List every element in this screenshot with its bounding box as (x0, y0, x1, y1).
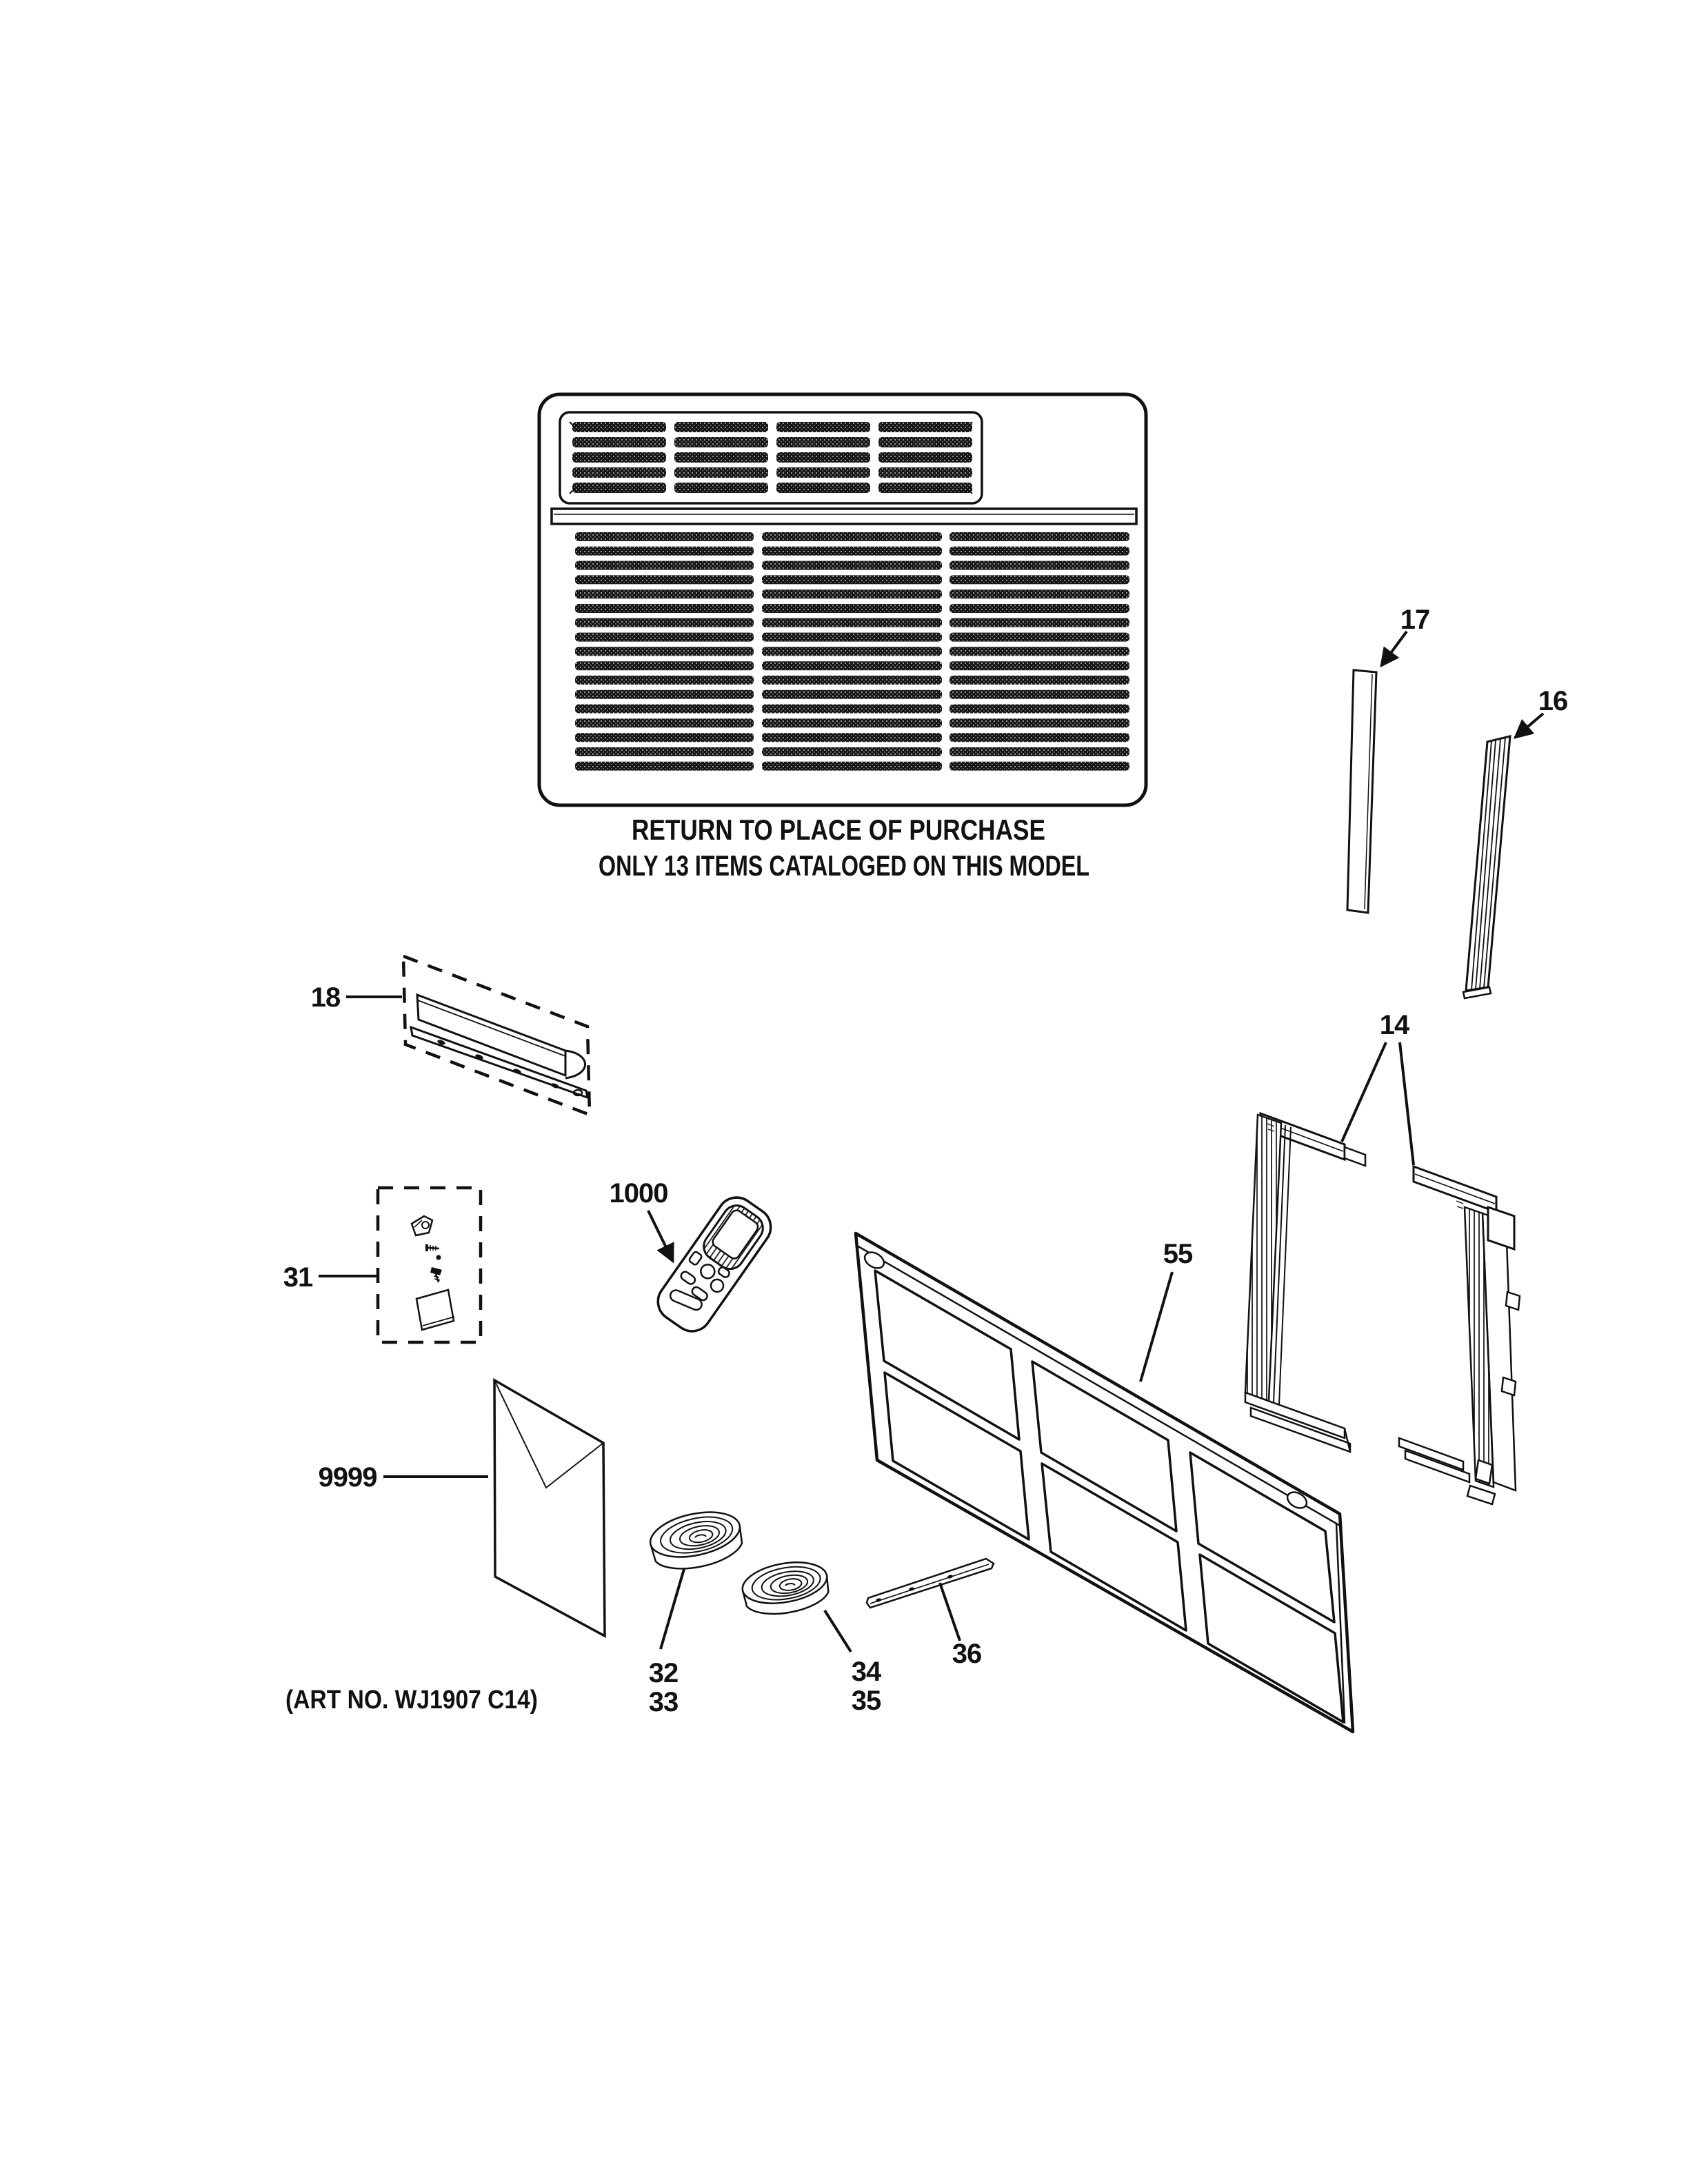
label-18: 18 (310, 982, 341, 1013)
louver-slat (575, 676, 754, 685)
louver-slat (674, 483, 768, 493)
part-31-hardware-kit (283, 1188, 481, 1342)
part-9999-envelope (319, 1380, 605, 1636)
leader-36 (940, 1583, 960, 1641)
louver-slat (950, 718, 1129, 727)
leader-14-right (1400, 1042, 1414, 1165)
louver-slat (674, 437, 768, 447)
louver-slat (575, 747, 754, 756)
louver-slat (776, 483, 870, 493)
kit-plate (416, 1290, 454, 1330)
louver-slat (950, 676, 1129, 685)
label-14: 14 (1379, 1010, 1409, 1040)
louver-slat (762, 733, 942, 742)
louver-slat (674, 452, 768, 463)
louver-slat (950, 633, 1129, 642)
right-frame-top-rail-line (1415, 1174, 1495, 1204)
curtain-frame-left (1245, 1113, 1365, 1452)
louver-slat (950, 733, 1129, 742)
right-frame-clip-1 (1506, 1292, 1520, 1310)
louver-slat (762, 618, 942, 627)
louver-slat (575, 561, 754, 570)
louver-slat (878, 437, 972, 447)
louver-slat (762, 604, 942, 613)
catalog-notice (599, 813, 1089, 882)
right-frame-bottom-clip (1476, 1460, 1492, 1484)
part-55-air-filter (856, 1233, 1353, 1732)
louver-slat (950, 589, 1129, 598)
louver-slat (762, 647, 942, 656)
louver-slat (762, 718, 942, 727)
kit-screw-vertical (430, 1267, 442, 1282)
leader-1000 (648, 1211, 673, 1262)
label-36: 36 (952, 1639, 982, 1669)
louver-slat (776, 437, 870, 447)
leader-55 (1141, 1272, 1172, 1382)
louver-slat (575, 762, 754, 771)
part-34-35-foam-seal (739, 1557, 882, 1716)
seal-strip-17-body (1347, 670, 1376, 913)
louver-slat (575, 575, 754, 584)
louver-slat (950, 762, 1129, 771)
kit-screw-horizontal (425, 1244, 439, 1251)
louver-slat (950, 547, 1129, 556)
label-34: 34 (851, 1657, 881, 1687)
left-frame-end-tab (1345, 1147, 1365, 1166)
louver-slat (776, 452, 870, 463)
remote-body (650, 1190, 778, 1339)
louver-slat (950, 618, 1129, 627)
louver-slat (575, 589, 754, 598)
louver-slat (762, 589, 942, 598)
louver-slat (575, 604, 754, 613)
main-louver-grid (575, 532, 1129, 771)
leader-34-35 (825, 1610, 851, 1652)
right-frame-clip-2 (1502, 1377, 1516, 1395)
part-1000-remote-control (610, 1178, 778, 1339)
label-9999: 9999 (318, 1462, 377, 1493)
part-14-curtain-frames (1245, 1010, 1520, 1504)
notice-line-1: RETURN TO PLACE OF PURCHASE (632, 813, 1045, 846)
leader-32-33 (661, 1569, 684, 1649)
louver-slat (950, 690, 1129, 699)
louver-slat (950, 647, 1129, 656)
strip-36-inner-line (870, 1564, 989, 1604)
leader-17 (1381, 631, 1407, 666)
leader-14-left (1342, 1042, 1386, 1142)
louver-slat (762, 633, 942, 642)
louver-slat (762, 561, 942, 570)
louver-slat (762, 676, 942, 685)
louver-slat (762, 690, 942, 699)
louver-slat (950, 575, 1129, 584)
left-frame-inner-line-2 (1279, 1127, 1291, 1404)
louver-slat (762, 705, 942, 714)
louver-slat (878, 483, 972, 493)
louver-slat (776, 422, 870, 432)
louver-slat (572, 452, 666, 463)
part-17-seal-strip (1347, 605, 1429, 913)
louver-slat (575, 690, 754, 699)
part-32-33-foam-seal (646, 1505, 746, 1717)
label-55: 55 (1163, 1239, 1193, 1269)
louver-slat (575, 733, 754, 742)
louver-slat (674, 467, 768, 478)
label-33: 33 (648, 1687, 679, 1717)
label-16: 16 (1538, 686, 1568, 716)
grille-divider-bar (552, 509, 1136, 524)
kit-clamp-bracket (412, 1216, 432, 1235)
rail-18-end-hook (565, 1051, 585, 1078)
curtain-frame-right (1399, 1166, 1520, 1504)
louver-slat (878, 452, 972, 463)
louver-slat (575, 633, 754, 642)
right-frame-marking (1456, 1201, 1463, 1209)
curtain-strip-16-body (1466, 736, 1510, 991)
louver-slat (674, 422, 768, 432)
envelope-body (494, 1380, 605, 1636)
louver-slat (878, 422, 972, 432)
louver-slat (762, 762, 942, 771)
louver-slat (950, 661, 1129, 670)
louver-slat (762, 575, 942, 584)
louver-slat (572, 467, 666, 478)
notice-line-2: ONLY 13 ITEMS CATALOGED ON THIS MODEL (599, 849, 1089, 882)
part-16-curtain-strip (1463, 686, 1567, 998)
rail-18-drawing (411, 995, 587, 1098)
louver-slat (762, 532, 942, 541)
louver-slat (762, 547, 942, 556)
louver-slat (776, 467, 870, 478)
louver-slat (950, 705, 1129, 714)
louver-slat (762, 661, 942, 670)
louver-slat (575, 647, 754, 656)
louver-slat (575, 532, 754, 541)
right-frame-bottom-foot (1467, 1486, 1495, 1504)
label-17: 17 (1400, 605, 1430, 635)
louver-slat (950, 747, 1129, 756)
ac-front-grille (539, 394, 1146, 805)
louver-slat (950, 561, 1129, 570)
label-31: 31 (283, 1262, 313, 1293)
louver-slat (878, 467, 972, 478)
part-18-sill-rail (311, 956, 590, 1115)
louver-slat (575, 705, 754, 714)
louver-slat (950, 604, 1129, 613)
kit-nut (436, 1255, 441, 1260)
louver-slat (950, 532, 1129, 541)
label-1000: 1000 (609, 1178, 668, 1209)
louver-slat (575, 547, 754, 556)
part-36-support-strip (867, 1559, 994, 1669)
louver-slat (762, 747, 942, 756)
louver-slat (572, 483, 666, 493)
leader-16 (1515, 714, 1543, 738)
art-number: (ART NO. WJ1907 C14) (285, 1686, 538, 1715)
label-35: 35 (851, 1686, 881, 1716)
louver-slat (575, 718, 754, 727)
louver-slat (575, 618, 754, 627)
louver-slat (572, 422, 666, 432)
louver-slat (575, 661, 754, 670)
louver-slat (572, 437, 666, 447)
label-32: 32 (648, 1658, 679, 1688)
